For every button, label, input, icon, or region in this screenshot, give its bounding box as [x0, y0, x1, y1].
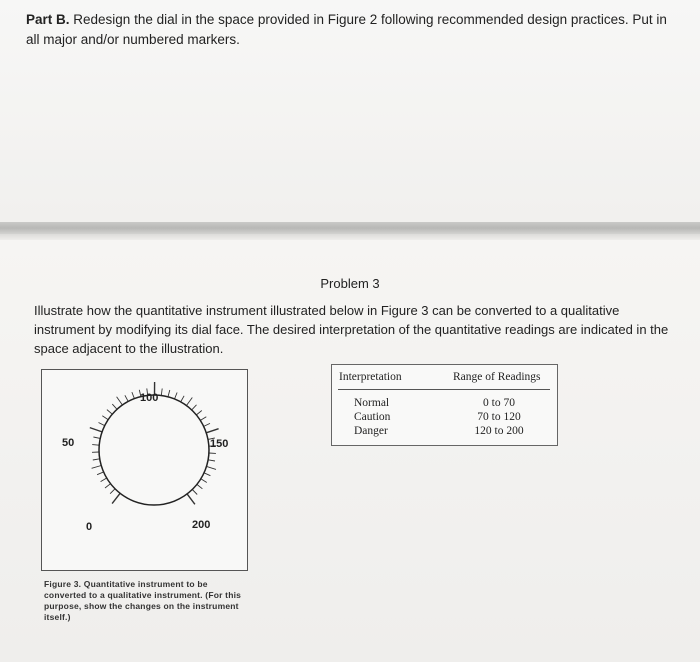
dial-minor-tick: [92, 445, 99, 446]
dial-minor-tick: [168, 390, 170, 397]
part-b-text: Redesign the dial in the space provided in Figure 2 following recommended design practices. Put in all major and/or numbered markers.: [26, 12, 667, 47]
dial-label-50: 50: [62, 437, 75, 449]
dial-minor-tick: [93, 459, 100, 460]
part-b-label: Part B.: [26, 12, 70, 27]
dial-minor-tick: [197, 484, 203, 488]
dial-minor-tick: [102, 416, 108, 420]
dial-major-tick: [206, 429, 218, 433]
dial-minor-tick: [201, 479, 207, 483]
dial-minor-tick: [110, 489, 115, 494]
table-cell-interpretation: Normal: [354, 397, 390, 409]
dial-minor-tick: [105, 484, 111, 488]
page-divider-band: [0, 222, 700, 234]
figure-3-box: [41, 369, 248, 571]
dial-minor-tick: [93, 437, 100, 438]
table-cell-range: 0 to 70: [483, 397, 515, 409]
dial-minor-tick: [196, 411, 201, 415]
part-b-instructions: [26, 10, 676, 50]
dial-minor-tick: [200, 417, 206, 421]
dial-major-tick: [112, 493, 120, 503]
dial-minor-tick: [117, 397, 123, 405]
dial-minor-tick: [208, 460, 215, 461]
figure-caption: Figure 3. Quantitative instrument to be converted to a qualitative instrument. (For this purpose, show the changes on the instrument itself.): [44, 579, 242, 622]
dial-label-100: 100: [140, 392, 159, 404]
dial-minor-tick: [107, 410, 112, 415]
dial-minor-tick: [175, 393, 178, 400]
table-header-range: Range of Readings: [453, 371, 541, 383]
dial-minor-tick: [207, 466, 217, 469]
table-cell-range: 120 to 200: [474, 425, 524, 437]
table-header-rule: [338, 389, 550, 390]
dial-label-0: 0: [86, 521, 93, 533]
dial-minor-tick: [204, 473, 210, 476]
dial-minor-tick: [132, 392, 135, 399]
range-column: [464, 396, 534, 438]
table-cell-interpretation: Danger: [354, 425, 388, 437]
dial-label-200: 200: [192, 519, 211, 531]
dial-minor-tick: [99, 423, 105, 426]
dial-label-150: 150: [210, 438, 229, 450]
dial-gauge: [42, 370, 247, 570]
dial-minor-tick: [186, 398, 192, 406]
dial-minor-tick: [161, 389, 162, 396]
dial-minor-tick: [97, 472, 104, 475]
interpretation-column: [354, 396, 390, 438]
dial-minor-tick: [92, 466, 102, 469]
dial-minor-tick: [181, 396, 184, 402]
interpretation-table: [331, 364, 558, 446]
dial-minor-tick: [192, 490, 197, 495]
dial-circle: [99, 395, 209, 505]
dial-minor-tick: [112, 404, 117, 409]
dial-major-tick: [187, 494, 195, 504]
dial-major-tick: [90, 428, 102, 432]
dial-minor-tick: [101, 478, 107, 482]
problem-intro: Illustrate how the quantitative instrument illustrated below in Figure 3 can be converted to a qualitative instrument by modifying its dial face. The desired interpretation of the quantitative readings are indicated in the space adjacent to the illustration.: [34, 303, 669, 356]
table-cell-interpretation: Caution: [354, 411, 391, 423]
table-cell-range: 70 to 120: [477, 411, 521, 423]
dial-minor-tick: [204, 423, 210, 426]
problem-title: Problem 3: [320, 276, 380, 291]
table-header-interpretation: Interpretation: [339, 371, 402, 383]
dial-minor-tick: [192, 405, 197, 410]
dial-minor-tick: [125, 395, 128, 401]
